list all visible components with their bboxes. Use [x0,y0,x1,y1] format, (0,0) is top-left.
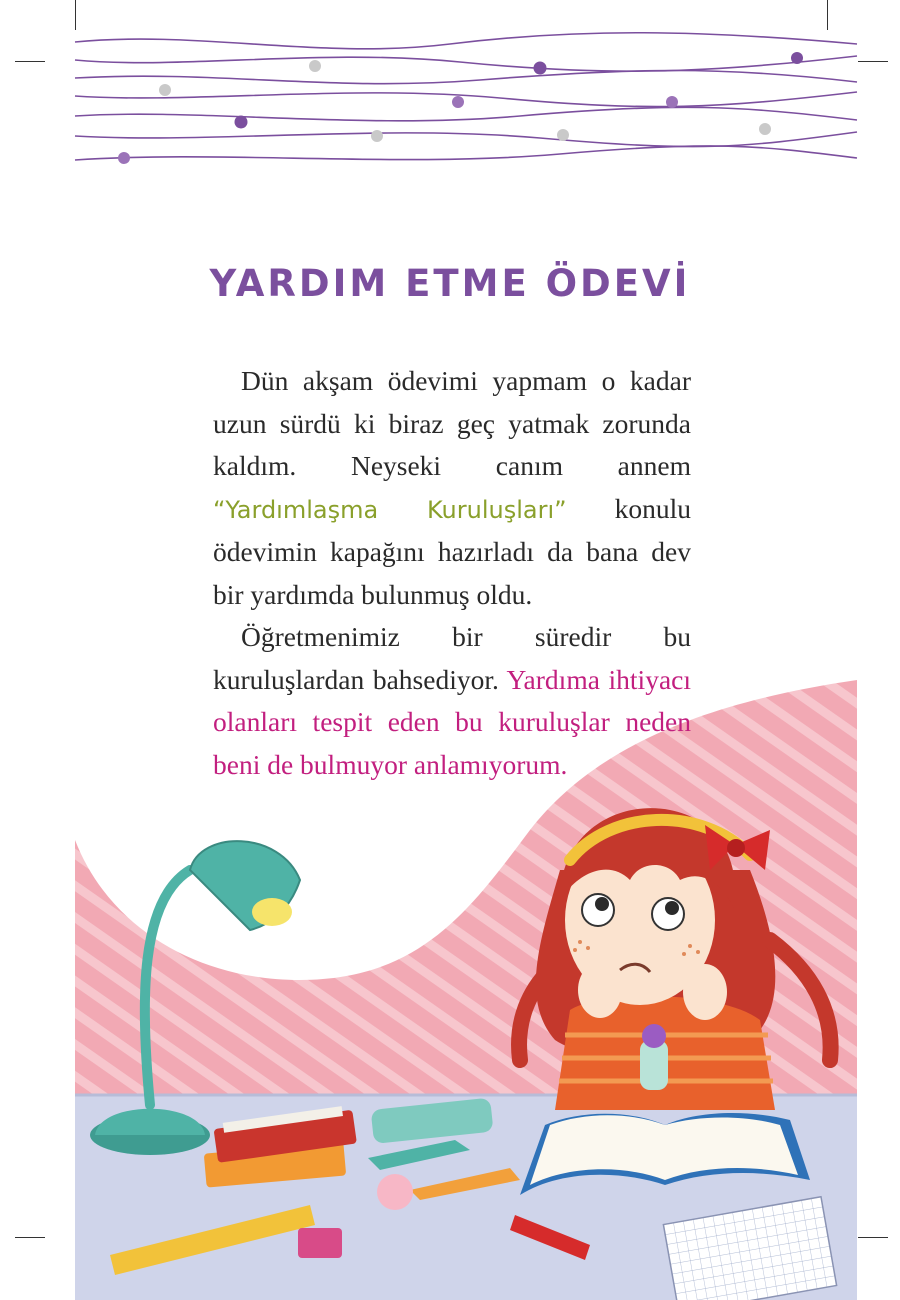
page-title: YARDIM ETME ÖDEVİ [209,262,691,305]
highlight-pink: Yardıma ihtiyacı olanları tespit eden bu kuruluşlar neden beni de bulmuyor anlamıyorum. [213,663,691,780]
story-text [213,360,691,786]
wavy-lines-decoration [0,0,900,190]
paragraph-1 [213,360,691,616]
highlight-green: “Yardımlaşma Kuruluşları” [213,495,567,524]
paragraph-1-text-a: Dün akşam ödevimi yapmam o kadar uzun sürdü ki biraz geç yatmak zorunda kaldım. Neyseki canım annem [213,365,691,481]
paragraph-1-text-b: konulu ödevimin kapağını hazırladı da bana dev bir yardımda bulunmuş oldu. [213,492,692,610]
paragraph-2 [213,616,691,786]
paragraph-2-text-a: Öğretmenimiz bir süredir bu kuruluşlardan bahsediyor. [213,621,691,695]
sharpener-icon [298,1228,342,1258]
